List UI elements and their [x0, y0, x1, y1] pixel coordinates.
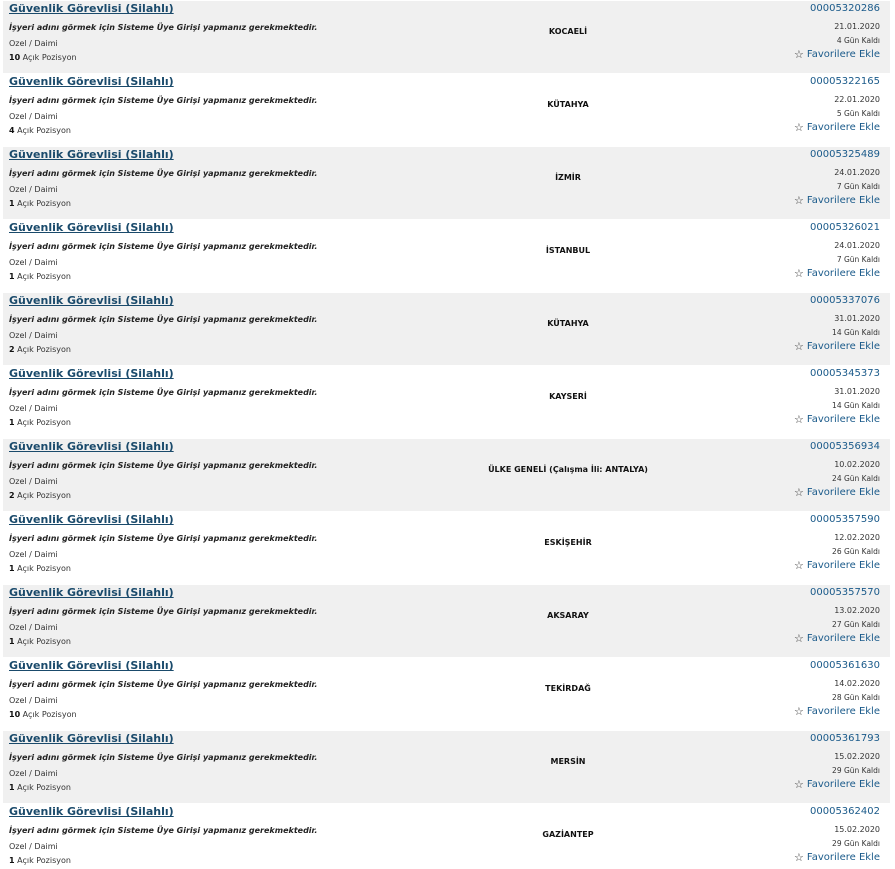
listing-id-link[interactable]: 00005361630 [810, 660, 880, 671]
job-city: ÜLKE GENELİ (Çalışma İli: ANTALYA) [488, 465, 648, 474]
job-city: KÜTAHYA [547, 100, 589, 109]
employer-login-note: İşyeri adını görmek için Sisteme Üye Girişi yapmanız gerekmektedir. [9, 680, 318, 689]
employer-login-note: İşyeri adını görmek için Sisteme Üye Girişi yapmanız gerekmektedir. [9, 607, 318, 616]
star-icon: ☆ [794, 340, 804, 353]
employment-type: Ozel / Daimi [9, 842, 58, 851]
open-positions-count: 2 [9, 491, 15, 500]
days-left: 27 Gün Kaldı [832, 620, 880, 629]
open-positions-label: Açık Pozisyon [20, 710, 77, 719]
add-to-favorites-label: Favorilere Ekle [806, 414, 880, 425]
employer-login-note: İşyeri adını görmek için Sisteme Üye Girişi yapmanız gerekmektedir. [9, 534, 318, 543]
listing-id-link[interactable]: 00005322165 [810, 76, 880, 87]
listing-id-link[interactable]: 00005345373 [810, 368, 880, 379]
add-to-favorites-button[interactable] [794, 852, 880, 863]
open-positions [9, 345, 71, 354]
job-listing-row [3, 585, 890, 658]
days-left: 14 Gün Kaldı [832, 328, 880, 337]
listing-id-link[interactable]: 00005325489 [810, 149, 880, 160]
days-left: 29 Gün Kaldı [832, 839, 880, 848]
employer-login-note: İşyeri adını görmek için Sisteme Üye Girişi yapmanız gerekmektedir. [9, 242, 318, 251]
add-to-favorites-label: Favorilere Ekle [806, 122, 880, 133]
employment-type: Ozel / Daimi [9, 696, 58, 705]
star-icon: ☆ [794, 632, 804, 645]
job-title-link[interactable]: Güvenlik Görevlisi (Silahlı) [9, 221, 174, 234]
job-listing-row [3, 74, 890, 147]
open-positions-count: 1 [9, 272, 15, 281]
listing-date: 21.01.2020 [834, 22, 880, 31]
days-left: 5 Gün Kaldı [836, 109, 880, 118]
open-positions-count: 1 [9, 856, 15, 865]
days-left: 14 Gün Kaldı [832, 401, 880, 410]
add-to-favorites-label: Favorilere Ekle [806, 487, 880, 498]
employment-type: Ozel / Daimi [9, 331, 58, 340]
open-positions-label: Açık Pozisyon [20, 53, 77, 62]
star-icon: ☆ [794, 778, 804, 791]
listing-date: 10.02.2020 [834, 460, 880, 469]
open-positions [9, 53, 77, 62]
employer-login-note: İşyeri adını görmek için Sisteme Üye Girişi yapmanız gerekmektedir. [9, 315, 318, 324]
listing-date: 15.02.2020 [834, 825, 880, 834]
add-to-favorites-button[interactable] [794, 122, 880, 133]
open-positions [9, 126, 71, 135]
listing-date: 24.01.2020 [834, 168, 880, 177]
star-icon: ☆ [794, 413, 804, 426]
open-positions-count: 1 [9, 564, 15, 573]
listing-id-link[interactable]: 00005357590 [810, 514, 880, 525]
listing-date: 22.01.2020 [834, 95, 880, 104]
job-listing-row [3, 804, 890, 869]
open-positions-count: 1 [9, 783, 15, 792]
open-positions-label: Açık Pozisyon [14, 272, 71, 281]
listing-id-link[interactable]: 00005357570 [810, 587, 880, 598]
job-listing-row [3, 293, 890, 366]
open-positions [9, 199, 71, 208]
star-icon: ☆ [794, 121, 804, 134]
star-icon: ☆ [794, 194, 804, 207]
add-to-favorites-label: Favorilere Ekle [806, 268, 880, 279]
days-left: 7 Gün Kaldı [836, 255, 880, 264]
employer-login-note: İşyeri adını görmek için Sisteme Üye Girişi yapmanız gerekmektedir. [9, 96, 318, 105]
add-to-favorites-button[interactable] [794, 487, 880, 498]
add-to-favorites-button[interactable] [794, 341, 880, 352]
employment-type: Ozel / Daimi [9, 404, 58, 413]
open-positions-count: 1 [9, 637, 15, 646]
listing-date: 24.01.2020 [834, 241, 880, 250]
listing-id-link[interactable]: 00005337076 [810, 295, 880, 306]
employment-type: Ozel / Daimi [9, 258, 58, 267]
job-listing-row [3, 439, 890, 512]
listing-id-link[interactable]: 00005320286 [810, 3, 880, 14]
star-icon: ☆ [794, 559, 804, 572]
open-positions [9, 418, 71, 427]
add-to-favorites-label: Favorilere Ekle [806, 779, 880, 790]
add-to-favorites-button[interactable] [794, 268, 880, 279]
employment-type: Ozel / Daimi [9, 39, 58, 48]
open-positions [9, 710, 77, 719]
listing-date: 12.02.2020 [834, 533, 880, 542]
employment-type: Ozel / Daimi [9, 185, 58, 194]
open-positions-label: Açık Pozisyon [14, 199, 71, 208]
open-positions-label: Açık Pozisyon [14, 856, 71, 865]
add-to-favorites-button[interactable] [794, 560, 880, 571]
add-to-favorites-button[interactable] [794, 49, 880, 60]
listing-date: 31.01.2020 [834, 387, 880, 396]
employer-login-note: İşyeri adını görmek için Sisteme Üye Girişi yapmanız gerekmektedir. [9, 461, 318, 470]
open-positions-count: 1 [9, 199, 15, 208]
open-positions-label: Açık Pozisyon [14, 345, 71, 354]
employer-login-note: İşyeri adını görmek için Sisteme Üye Girişi yapmanız gerekmektedir. [9, 753, 318, 762]
job-title-link[interactable]: Güvenlik Görevlisi (Silahlı) [9, 586, 174, 599]
job-title-link[interactable]: Güvenlik Görevlisi (Silahlı) [9, 294, 174, 307]
open-positions-count: 4 [9, 126, 15, 135]
add-to-favorites-label: Favorilere Ekle [806, 706, 880, 717]
add-to-favorites-label: Favorilere Ekle [806, 560, 880, 571]
listing-id-link[interactable]: 00005361793 [810, 733, 880, 744]
job-listing-row [3, 1, 890, 74]
job-listing-row [3, 220, 890, 293]
job-listing-row [3, 658, 890, 731]
job-title-link[interactable]: Güvenlik Görevlisi (Silahlı) [9, 2, 174, 15]
employment-type: Ozel / Daimi [9, 623, 58, 632]
job-title-link[interactable]: Güvenlik Görevlisi (Silahlı) [9, 148, 174, 161]
employment-type: Ozel / Daimi [9, 477, 58, 486]
listing-date: 14.02.2020 [834, 679, 880, 688]
open-positions [9, 564, 71, 573]
open-positions-label: Açık Pozisyon [14, 637, 71, 646]
employment-type: Ozel / Daimi [9, 112, 58, 121]
star-icon: ☆ [794, 851, 804, 864]
job-city: KAYSERİ [549, 392, 587, 401]
open-positions-label: Açık Pozisyon [14, 418, 71, 427]
open-positions-count: 1 [9, 418, 15, 427]
job-listing-row [3, 147, 890, 220]
star-icon: ☆ [794, 486, 804, 499]
star-icon: ☆ [794, 48, 804, 61]
job-city: KÜTAHYA [547, 319, 589, 328]
employer-login-note: İşyeri adını görmek için Sisteme Üye Girişi yapmanız gerekmektedir. [9, 169, 318, 178]
open-positions-count: 10 [9, 53, 21, 62]
add-to-favorites-label: Favorilere Ekle [806, 195, 880, 206]
days-left: 7 Gün Kaldı [836, 182, 880, 191]
job-city: ESKİŞEHİR [544, 538, 592, 547]
job-title-link[interactable]: Güvenlik Görevlisi (Silahlı) [9, 805, 174, 818]
listing-id-link[interactable]: 00005326021 [810, 222, 880, 233]
job-listing-row [3, 512, 890, 585]
add-to-favorites-button[interactable] [794, 414, 880, 425]
job-city: AKSARAY [547, 611, 589, 620]
open-positions-label: Açık Pozisyon [14, 564, 71, 573]
add-to-favorites-label: Favorilere Ekle [806, 633, 880, 644]
star-icon: ☆ [794, 705, 804, 718]
employer-login-note: İşyeri adını görmek için Sisteme Üye Girişi yapmanız gerekmektedir. [9, 826, 318, 835]
days-left: 24 Gün Kaldı [832, 474, 880, 483]
listing-date: 31.01.2020 [834, 314, 880, 323]
add-to-favorites-button[interactable] [794, 706, 880, 717]
open-positions-count: 10 [9, 710, 21, 719]
open-positions [9, 783, 71, 792]
open-positions [9, 856, 71, 865]
listing-date: 15.02.2020 [834, 752, 880, 761]
job-city: İZMİR [555, 173, 581, 182]
open-positions [9, 272, 71, 281]
open-positions-count: 2 [9, 345, 15, 354]
job-title-link[interactable]: Güvenlik Görevlisi (Silahlı) [9, 440, 174, 453]
listing-id-link[interactable]: 00005362402 [810, 806, 880, 817]
job-title-link[interactable]: Güvenlik Görevlisi (Silahlı) [9, 75, 174, 88]
add-to-favorites-button[interactable] [794, 195, 880, 206]
days-left: 4 Gün Kaldı [836, 36, 880, 45]
job-city: TEKİRDAĞ [545, 684, 591, 693]
open-positions-label: Açık Pozisyon [14, 783, 71, 792]
job-city: KOCAELİ [548, 27, 588, 36]
job-listing-list [3, 0, 890, 869]
job-title-link[interactable]: Güvenlik Görevlisi (Silahlı) [9, 659, 174, 672]
days-left: 28 Gün Kaldı [832, 693, 880, 702]
employer-login-note: İşyeri adını görmek için Sisteme Üye Girişi yapmanız gerekmektedir. [9, 388, 318, 397]
add-to-favorites-button[interactable] [794, 779, 880, 790]
listing-id-link[interactable]: 00005356934 [810, 441, 880, 452]
job-city: İSTANBUL [545, 246, 591, 255]
add-to-favorites-label: Favorilere Ekle [806, 49, 880, 60]
open-positions [9, 637, 71, 646]
job-title-link[interactable]: Güvenlik Görevlisi (Silahlı) [9, 732, 174, 745]
add-to-favorites-label: Favorilere Ekle [806, 341, 880, 352]
open-positions-label: Açık Pozisyon [14, 491, 71, 500]
star-icon: ☆ [794, 267, 804, 280]
listing-date: 13.02.2020 [834, 606, 880, 615]
open-positions-label: Açık Pozisyon [14, 126, 71, 135]
employer-login-note: İşyeri adını görmek için Sisteme Üye Girişi yapmanız gerekmektedir. [9, 23, 318, 32]
job-listing-row [3, 731, 890, 804]
employment-type: Ozel / Daimi [9, 769, 58, 778]
open-positions [9, 491, 71, 500]
employment-type: Ozel / Daimi [9, 550, 58, 559]
job-title-link[interactable]: Güvenlik Görevlisi (Silahlı) [9, 367, 174, 380]
job-city: GAZİANTEP [542, 830, 594, 839]
days-left: 29 Gün Kaldı [832, 766, 880, 775]
add-to-favorites-label: Favorilere Ekle [806, 852, 880, 863]
days-left: 26 Gün Kaldı [832, 547, 880, 556]
job-listing-row [3, 366, 890, 439]
job-title-link[interactable]: Güvenlik Görevlisi (Silahlı) [9, 513, 174, 526]
job-city: MERSİN [550, 757, 586, 766]
add-to-favorites-button[interactable] [794, 633, 880, 644]
